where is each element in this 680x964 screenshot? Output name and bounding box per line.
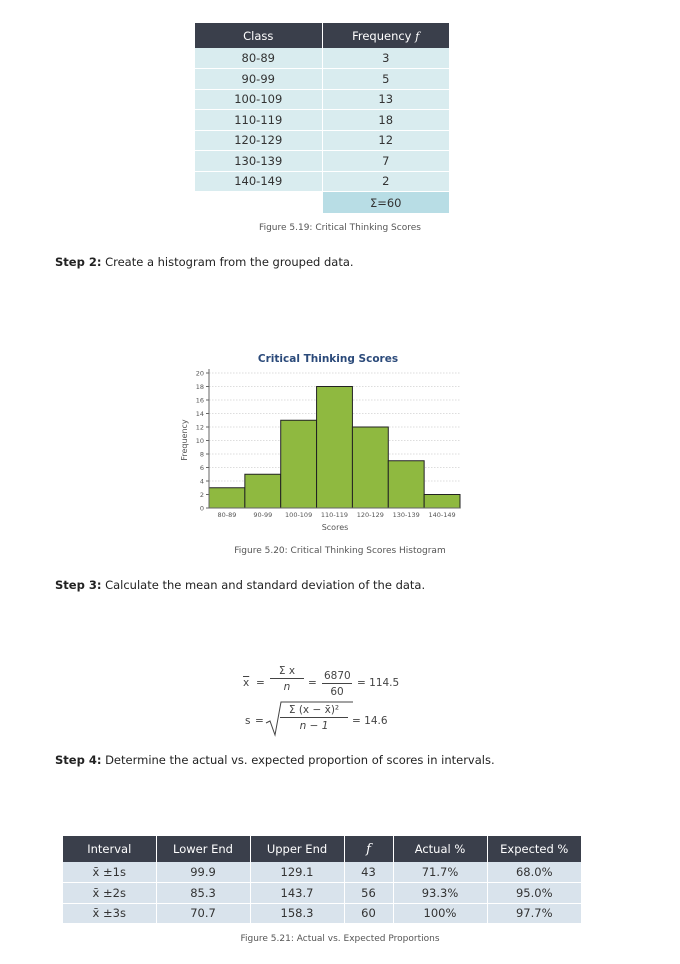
frequency-cell: 7	[322, 151, 449, 172]
lower-end-cell: 70.7	[156, 903, 250, 924]
mean-result: = 114.5	[357, 677, 400, 689]
y-tick-label: 6	[199, 463, 204, 472]
table-row	[195, 151, 449, 172]
y-tick-label: 14	[195, 409, 204, 418]
expected-cell: 97.7%	[487, 903, 581, 924]
y-tick-label: 20	[195, 369, 204, 378]
x-tick-label: 120-129	[356, 511, 384, 519]
sd-result: = 14.6	[352, 715, 388, 727]
x-tick-label: 130-139	[392, 511, 420, 519]
expected-cell: 68.0%	[487, 862, 581, 883]
y-tick-label: 0	[199, 504, 204, 513]
f-cell: 43	[344, 862, 393, 883]
actual-cell: 93.3%	[393, 883, 487, 904]
histogram-bar	[281, 420, 317, 508]
class-cell: 130-139	[195, 151, 322, 172]
mean-sum-numerator: 6870	[324, 670, 351, 682]
table-row	[195, 130, 449, 151]
class-cell: 140-149	[195, 171, 322, 192]
sum-row	[195, 192, 449, 214]
upper-end-cell: 143.7	[250, 883, 344, 904]
sd-symbol: s	[245, 715, 251, 727]
mean-symbol: $\overline{x}$	[243, 677, 250, 689]
actual-cell: 71.7%	[393, 862, 487, 883]
f-cell: 60	[344, 903, 393, 924]
class-cell: 100-109	[195, 89, 322, 110]
x-tick-label: 100-109	[285, 511, 313, 519]
frequency-cell: 12	[322, 130, 449, 151]
mean-numerator: Σ x	[270, 665, 304, 679]
sd-numerator: Σ (x − x̄)²	[280, 704, 348, 718]
x-tick-label: 80-89	[217, 511, 237, 519]
y-tick-label: 18	[195, 382, 204, 391]
histogram-bar	[209, 488, 245, 508]
header-class: Class	[195, 23, 322, 48]
histogram-bar	[352, 427, 388, 508]
y-tick-label: 12	[195, 423, 204, 432]
table-row	[63, 903, 581, 924]
header-expected: Expected %	[487, 836, 581, 862]
frequency-total: Σ=60	[322, 192, 449, 214]
table-row	[195, 48, 449, 69]
y-tick-label: 16	[195, 396, 204, 405]
frequency-cell: 5	[322, 69, 449, 90]
figure-caption-5-20: Figure 5.20: Critical Thinking Scores Histogram	[234, 546, 446, 556]
step-3: Step 3: Calculate the mean and standard deviation of the data.	[55, 578, 426, 592]
histogram-chart	[165, 345, 475, 540]
table-row	[63, 862, 581, 883]
y-tick-label: 10	[195, 436, 204, 445]
actual-cell: 100%	[393, 903, 487, 924]
header-lower-end: Lower End	[156, 836, 250, 862]
upper-end-cell: 129.1	[250, 862, 344, 883]
histogram-bar	[424, 495, 460, 509]
table-row	[195, 69, 449, 90]
histogram-bar	[317, 387, 353, 509]
frequency-table	[195, 23, 449, 214]
mean-sum-denominator: 60	[330, 686, 344, 698]
upper-end-cell: 158.3	[250, 903, 344, 924]
class-cell: 110-119	[195, 110, 322, 131]
class-cell: 90-99	[195, 69, 322, 90]
mean-denominator: n	[283, 681, 291, 693]
figure-caption-5-19: Figure 5.19: Critical Thinking Scores	[259, 223, 421, 233]
lower-end-cell: 99.9	[156, 862, 250, 883]
lower-end-cell: 85.3	[156, 883, 250, 904]
figure-caption-5-21: Figure 5.21: Actual vs. Expected Proportions	[240, 934, 440, 944]
header-upper-end: Upper End	[250, 836, 344, 862]
proportions-table	[63, 836, 581, 924]
interval-cell: x̄ ±3s	[63, 903, 156, 924]
y-tick-label: 8	[199, 450, 204, 459]
frequency-cell: 2	[322, 171, 449, 192]
class-cell: 120-129	[195, 130, 322, 151]
y-axis-label: Frequency	[180, 419, 189, 461]
table-row	[195, 171, 449, 192]
header-interval: Interval	[63, 836, 156, 862]
f-cell: 56	[344, 883, 393, 904]
class-cell: 80-89	[195, 48, 322, 69]
x-axis-label: Scores	[321, 523, 349, 532]
frequency-cell: 13	[322, 89, 449, 110]
sd-denominator: n − 1	[299, 720, 329, 732]
x-tick-label: 140-149	[428, 511, 456, 519]
header-actual: Actual %	[393, 836, 487, 862]
table-row	[195, 89, 449, 110]
histogram-bar	[388, 461, 424, 508]
table-row	[195, 110, 449, 131]
interval-cell: x̄ ±1s	[63, 862, 156, 883]
header-frequency: Frequency f	[322, 23, 449, 48]
histogram-bar	[245, 474, 281, 508]
chart-title: Critical Thinking Scores	[257, 353, 399, 365]
y-tick-label: 2	[199, 490, 204, 499]
header-f: f	[344, 836, 393, 862]
frequency-cell: 3	[322, 48, 449, 69]
step-2: Step 2: Create a histogram from the grouped data.	[55, 255, 354, 269]
expected-cell: 95.0%	[487, 883, 581, 904]
frequency-cell: 18	[322, 110, 449, 131]
x-tick-label: 90-99	[253, 511, 273, 519]
y-tick-label: 4	[199, 477, 204, 486]
table-row	[63, 883, 581, 904]
interval-cell: x̄ ±2s	[63, 883, 156, 904]
step-4: Step 4: Determine the actual vs. expected proportion of scores in intervals.	[55, 753, 495, 767]
x-tick-label: 110-119	[320, 511, 349, 519]
